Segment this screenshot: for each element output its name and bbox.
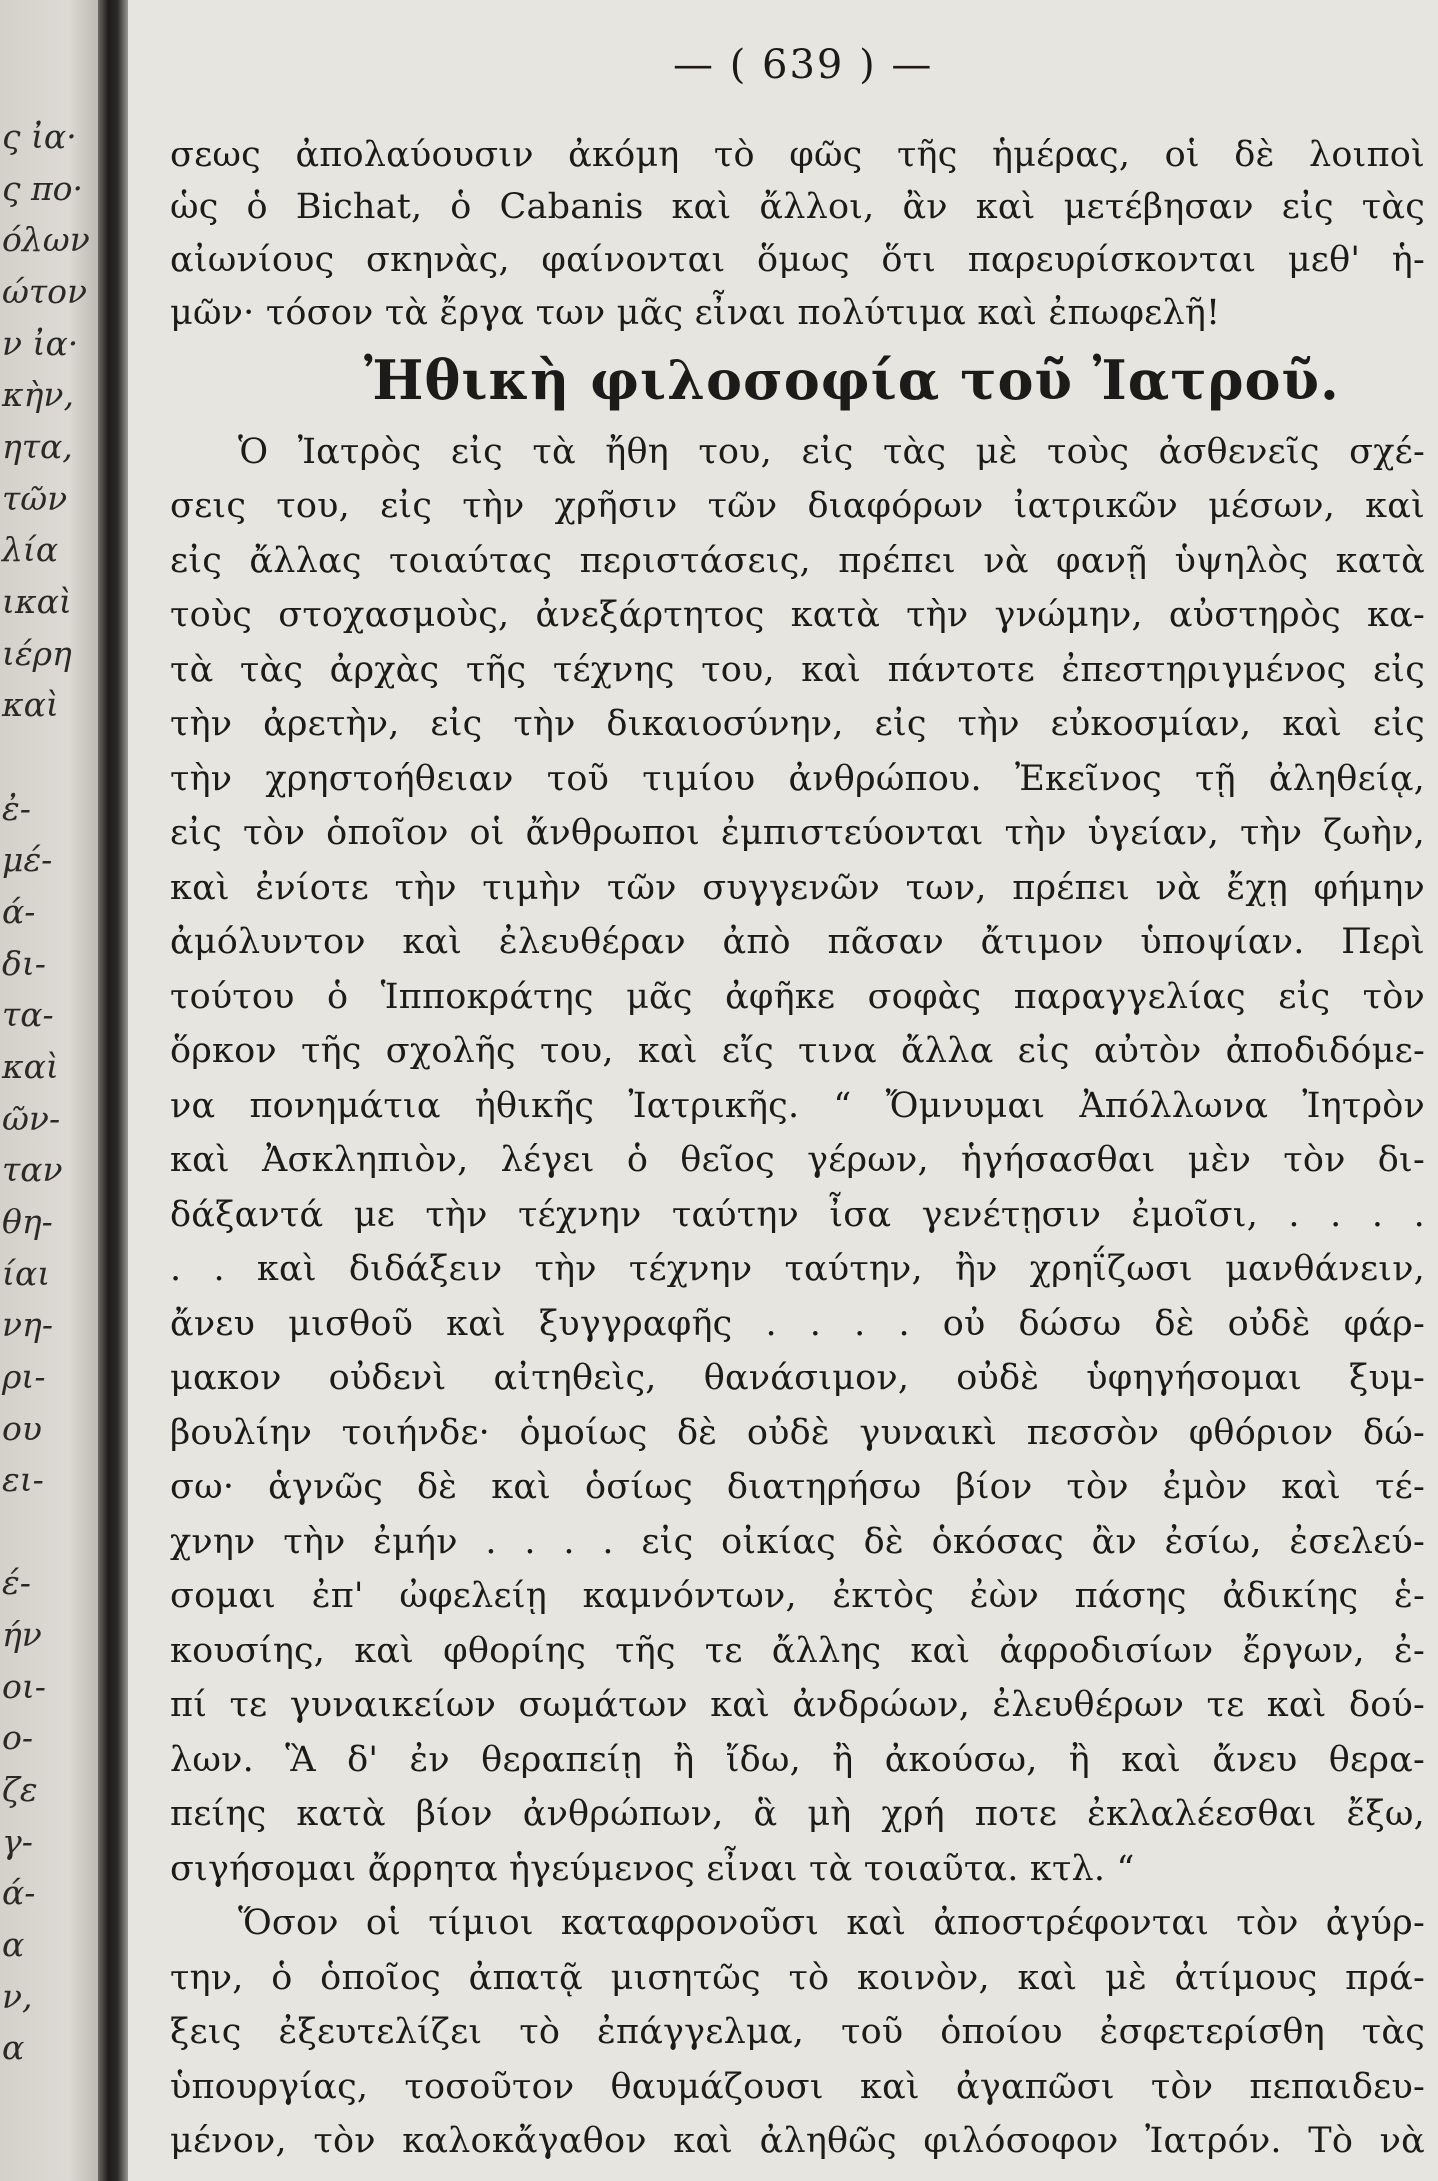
text-line: λων. Ἃ δ' ἐν θεραπείῃ ἢ ἴδω, ἢ ἀκούσω, ἢ καὶ ἄνευ θερα-: [170, 1740, 1425, 1780]
left-margin-fragment: κὴν,: [2, 375, 74, 414]
left-page-edge: [0, 0, 98, 2181]
text-line: τὴν ἀρετὴν, εἰς τὴν δικαιοσύνην, εἰς τὴν εὐκοσμίαν, καὶ εἰς: [170, 704, 1425, 744]
left-margin-fragment: όλων: [2, 220, 90, 259]
left-margin-fragment: τα-: [2, 995, 54, 1034]
text-line: ὡς ὁ Bichat, ὁ Cabanis καὶ ἄλλοι, ἂν καὶ μετέβησαν εἰς τὰς: [170, 187, 1425, 227]
left-margin-fragment: ταν: [2, 1150, 63, 1189]
left-margin-fragment: α: [2, 1925, 25, 1964]
text-line: σεως ἀπολαύουσιν ἀκόμη τὸ φῶς τῆς ἡμέρας, οἱ δὲ λοιποὶ: [170, 135, 1425, 175]
text-line: πείης κατὰ βίον ἀνθρώπων, ἃ μὴ χρή ποτε ἐκλαλέεσθαι ἔξω,: [170, 1794, 1425, 1834]
text-line: ἀμόλυντον καὶ ἐλευθέραν ἀπὸ πᾶσαν ἄτιμον ὑποψίαν. Περὶ: [170, 922, 1425, 962]
text-line: εἰς τὸν ὁποῖον οἱ ἄνθρωποι ἐμπιστεύονται τὴν ὑγείαν, τὴν ζωὴν,: [170, 813, 1425, 853]
text-line: σεις του, εἰς τὴν χρῆσιν τῶν διαφόρων ἰατρικῶν μέσων, καὶ: [170, 486, 1425, 526]
left-margin-fragment: μέ-: [2, 840, 53, 879]
text-line: . . καὶ διδάξειν τὴν τέχνην ταύτην, ἢν χρηΐζωσι μανθάνειν,: [170, 1249, 1425, 1289]
text-line: την, ὁ ὁποῖος ἀπατᾷ μισητῶς τὸ κοινὸν, καὶ μὲ ἀτίμους πρά-: [170, 1958, 1425, 1998]
text-line: τὰ τὰς ἀρχὰς τῆς τέχνης του, καὶ πάντοτε ἐπεστηριγμένος εἰς: [170, 650, 1425, 690]
left-margin-fragment: ν,: [2, 1977, 33, 2016]
left-margin-fragment: ητα,: [2, 427, 73, 466]
left-margin-fragment: ει-: [2, 1460, 44, 1499]
right-page: [128, 0, 1438, 2181]
left-margin-fragment: ά-: [2, 1873, 36, 1912]
left-margin-fragment: ικαὶ: [2, 582, 72, 621]
page-number: — ( 639 ) —: [673, 42, 934, 88]
text-line: σιγήσομαι ἄρρητα ἡγεύμενος εἶναι τὰ τοιαῦτα. κτλ. “: [170, 1849, 1135, 1889]
text-line: μακον οὐδενὶ αἰτηθεὶς, θανάσιμον, οὐδὲ ὑφηγήσομαι ξυμ-: [170, 1358, 1425, 1398]
left-margin-fragment: ἐ-: [2, 789, 31, 828]
text-line: τοὺς στοχασμοὺς, ἀνεξάρτητος κατὰ τὴν γνώμην, αὐστηρὸς κα-: [170, 595, 1425, 635]
left-margin-fragment: ς πο·: [2, 169, 84, 208]
left-margin-fragment: ρι-: [2, 1357, 46, 1396]
left-margin-fragment: ῶν-: [2, 1099, 61, 1138]
text-line: πί τε γυναικείων σωμάτων καὶ ἀνδρώων, ἐλευθέρων τε καὶ δού-: [170, 1685, 1425, 1725]
left-margin-fragment: οι-: [2, 1667, 46, 1706]
text-line: εἰς ἄλλας τοιαύτας περιστάσεις, πρέπει νὰ φανῇ ὑψηλὸς κατὰ: [170, 541, 1425, 581]
left-margin-fragment: καὶ: [2, 1047, 59, 1086]
paragraph-first-line: Ὁ Ἰατρὸς εἰς τὰ ἤθη του, εἰς τὰς μὲ τοὺς ἀσθενεῖς σχέ-: [238, 432, 1425, 472]
left-margin-fragment: ου: [2, 1409, 42, 1448]
text-line: δάξαντά με τὴν τέχνην ταύτην ἶσα γενέτῃσιν ἐμοῖσι, . . . .: [170, 1195, 1425, 1235]
book-gutter: [98, 0, 128, 2181]
left-margin-fragment: ώτον: [2, 272, 88, 311]
section-heading: Ἠθικὴ φιλοσοφία τοῦ Ἰατροῦ.: [364, 348, 1340, 412]
left-margin-fragment: τῶν: [2, 479, 68, 518]
text-line: ἄνευ μισθοῦ καὶ ξυγγραφῆς . . . . οὐ δώσω δὲ οὐδὲ φάρ-: [170, 1304, 1425, 1344]
text-line: τούτου ὁ Ἱπποκράτης μᾶς ἀφῆκε σοφὰς παραγγελίας εἰς τὸν: [170, 977, 1425, 1017]
left-margin-fragment: έ-: [2, 1563, 31, 1602]
text-line: καὶ Ἀσκληπιὸν, λέγει ὁ θεῖος γέρων, ἡγήσασθαι μὲν τὸν δι-: [170, 1140, 1425, 1180]
left-margin-fragment: καὶ: [2, 685, 59, 724]
text-line: ὑπουργίας, τοσοῦτον θαυμάζουσι καὶ ἀγαπῶσι τὸν πεπαιδευ-: [170, 2067, 1425, 2107]
text-line: κουσίης, καὶ φθορίης τῆς τε ἄλλης καὶ ἀφροδισίων ἔργων, ἐ-: [170, 1631, 1425, 1671]
text-line: βουλίην τοιήνδε· ὁμοίως δὲ οὐδὲ γυναικὶ πεσσὸν φθόριον δώ-: [170, 1413, 1425, 1453]
left-margin-fragment: ζε: [2, 1770, 38, 1809]
text-line: χνην τὴν ἐμήν . . . . εἰς οἰκίας δὲ ὁκόσας ἂν ἐσίω, ἐσελεύ-: [170, 1522, 1425, 1562]
text-line: αἰωνίους σκηνὰς, φαίνονται ὅμως ὅτι παρευρίσκονται μεθ' ἡ-: [170, 240, 1425, 280]
left-margin-fragment: ς ἰα·: [2, 117, 77, 156]
text-line: μένον, τὸν καλοκἄγαθον καὶ ἀληθῶς φιλόσοφον Ἰατρόν. Τὸ νὰ: [170, 2121, 1425, 2161]
left-margin-fragment: ήν: [2, 1615, 42, 1654]
left-margin-fragment: ίαι: [2, 1254, 51, 1293]
left-margin-fragment: ά-: [2, 892, 36, 931]
left-margin-fragment: νη-: [2, 1305, 53, 1344]
left-margin-fragment: ν ἰα·: [2, 324, 79, 363]
text-line: σομαι ἐπ' ὠφελείῃ καμνόντων, ἐκτὸς ἐὼν πάσης ἀδικίης ἑ-: [170, 1576, 1425, 1616]
text-line: ξεις ἐξευτελίζει τὸ ἐπάγγελμα, τοῦ ὁποίου ἐσφετερίσθη τὰς: [170, 2012, 1425, 2052]
left-margin-fragment: ο-: [2, 1718, 34, 1757]
text-line: σω· ἁγνῶς δὲ καὶ ὁσίως διατηρήσω βίον τὸν ἐμὸν καὶ τέ-: [170, 1467, 1425, 1507]
text-line: καὶ ἐνίοτε τὴν τιμὴν τῶν συγγενῶν των, πρέπει νὰ ἔχῃ φήμην: [170, 868, 1425, 908]
left-margin-fragment: λία: [2, 530, 59, 569]
left-margin-fragment: θη-: [2, 1202, 53, 1241]
left-margin-fragment: α: [2, 2028, 25, 2067]
text-line: ὅρκον τῆς σχολῆς του, καὶ εἴς τινα ἄλλα εἰς αὐτὸν ἀποδιδόμε-: [170, 1031, 1425, 1071]
paragraph-first-line: Ὅσον οἱ τίμιοι καταφρονοῦσι καὶ ἀποστρέφονται τὸν ἀγύρ-: [238, 1903, 1425, 1943]
left-margin-fragment: γ-: [2, 1822, 33, 1861]
text-line: τὴν χρηστοήθειαν τοῦ τιμίου ἀνθρώπου. Ἐκεῖνος τῇ ἀληθείᾳ,: [170, 759, 1425, 799]
text-line: να πονημάτια ἠθικῆς Ἰατρικῆς. “ Ὄμνυμαι Ἀπόλλωνα Ἰητρὸν: [170, 1086, 1425, 1126]
left-margin-fragment: δι-: [2, 944, 46, 983]
left-margin-fragment: ιέρη: [2, 634, 72, 673]
text-line: μῶν· τόσον τὰ ἔργα των μᾶς εἶναι πολύτιμα καὶ ἐπωφελῆ!: [170, 293, 1221, 333]
